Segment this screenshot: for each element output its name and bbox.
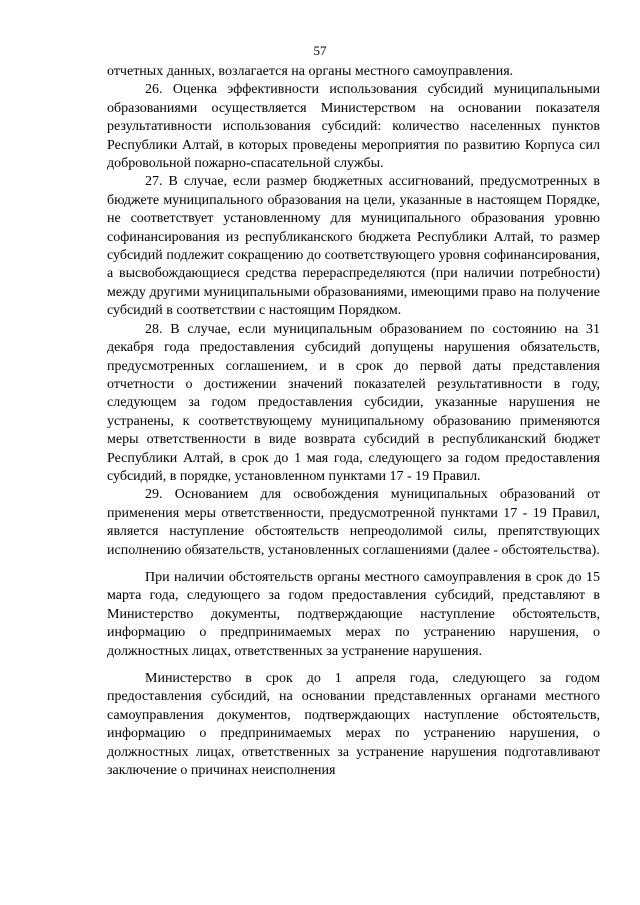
paragraph-item-26: 26. Оценка эффективности использования субсидий муниципальными образованиями осуществляется Министерством на основании показателя результативности использования субсидий: количество населенных пунктов Республики Алтай, в которых проведены мероприятия по развитию Корпуса сил добровольной пожарно-спасательной службы.	[107, 82, 600, 172]
paragraph-item-28: 28. В случае, если муниципальным образованием по состоянию на 31 декабря года предоставления субсидий допущены нарушения обязательств, предусмотренных соглашением, и в срок до первой даты представления отчетности о достижении значений показателей результативности в году, следующем за годом предоставления субсидии, указанные нарушения не устранены, к соответствующему муниципальному образованию применяются меры ответственности в виде возврата субсидий в республиканский бюджет Республики Алтай, в срок до 1 мая года, следующего за годом предоставления субсидий, в порядке, установленном пунктами 17 - 19 Правил.	[107, 321, 600, 484]
paragraph-item-27: 27. В случае, если размер бюджетных ассигнований, предусмотренных в бюджете муниципального образования на цели, указанные в настоящем Порядке, не соответствует установленному для муниципального образования уровню софинансирования из республиканского бюджета Республики Алтай, то размер субсидий подлежит сокращению до соответствующего уровня софинансирования, а высвобождающиеся средства перераспределяются (при наличии потребности) между другими муниципальными образованиями, имеющими право на получение субсидий в соответствии с настоящим Порядком.	[107, 174, 600, 319]
paragraph-circumstances: При наличии обстоятельств органы местного самоуправления в срок до 15 марта года, следующего за годом предоставления субсидий, представляют в Министерство документы, подтверждающие наступление обстоятельств, информацию о предпринимаемых мерах по устранению нарушения, о должностных лицах, ответственных за устранение нарушения.	[107, 569, 600, 659]
page-number: 57	[313, 43, 327, 58]
document-body	[107, 63, 600, 780]
paragraph-item-29: 29. Основанием для освобождения муниципальных образований от применения меры ответственности, предусмотренной пунктами 17 - 19 Правил, является наступление обстоятельств непреодолимой силы, препятствующих исполнению обязательств, установленных соглашениями (далее - обстоятельства).	[107, 487, 600, 558]
paragraph-ministry: Министерство в срок до 1 апреля года, следующего за годом предоставления субсидий, на основании представленных органами местного самоуправления документов, подтверждающих наступление обстоятельств, информацию о предпринимаемых мерах по устранению нарушения, о должностных лицах, ответственных за устранение нарушения подготавливают заключение о причинах неисполнения	[107, 671, 600, 779]
paragraph-continuation: отчетных данных, возлагается на органы местного самоуправления.	[107, 64, 514, 79]
